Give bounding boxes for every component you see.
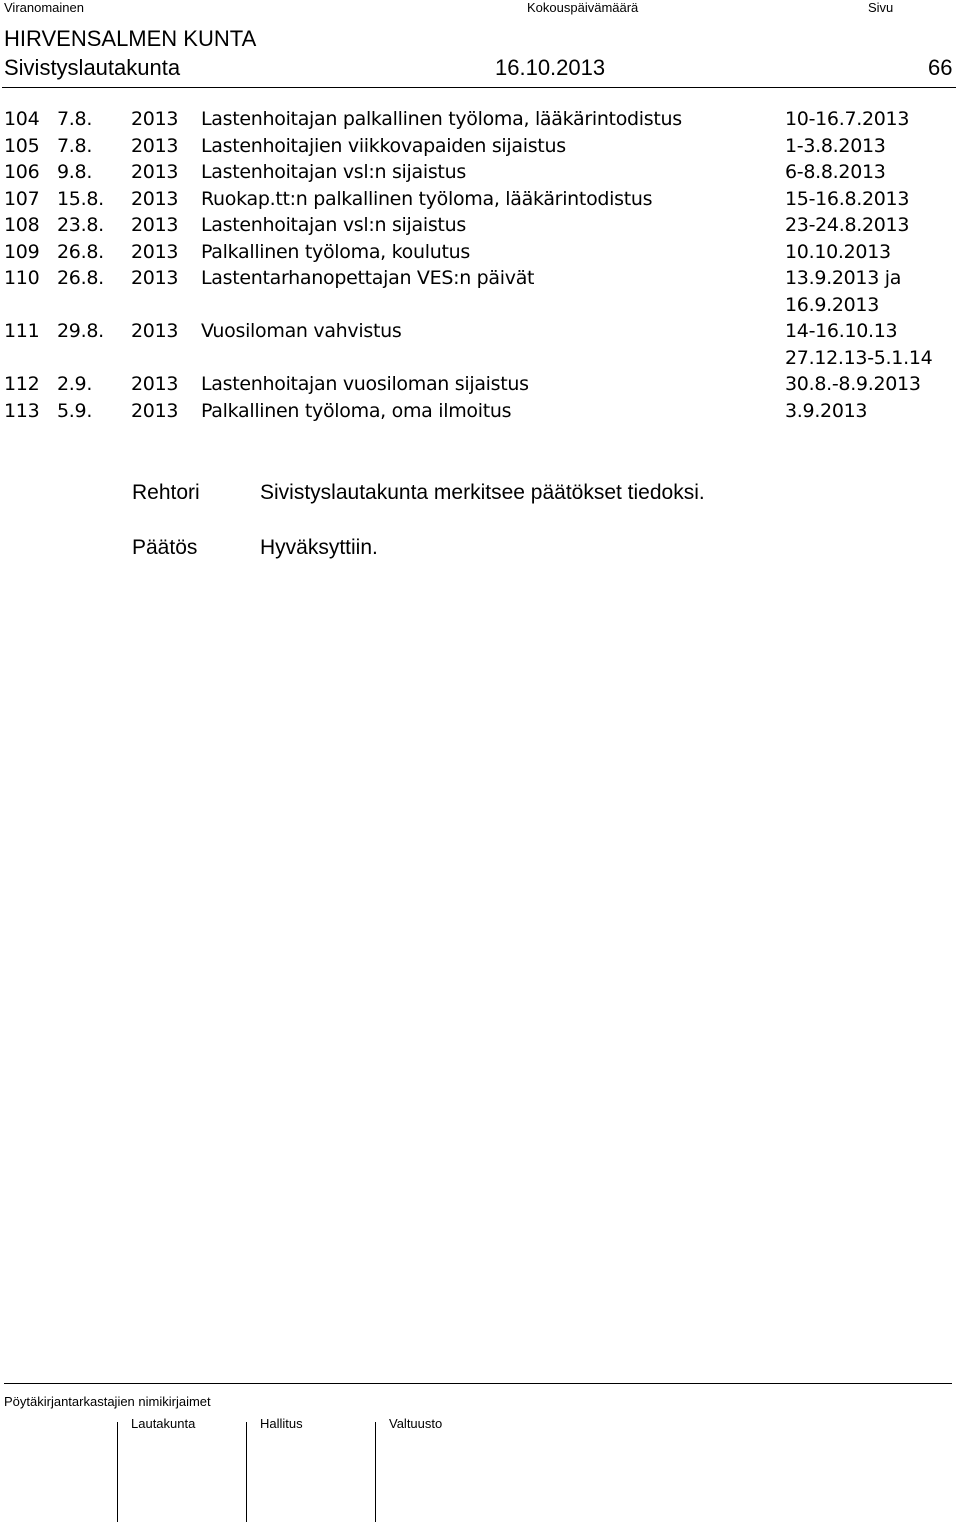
entry-title: Palkallinen työloma, oma ilmoitus — [201, 399, 512, 422]
entry-period: 23-24.8.2013 — [785, 214, 910, 236]
entry-period: 10-16.7.2013 — [785, 108, 910, 130]
entry-year: 2013 — [131, 320, 179, 342]
executive-label: Hallitus — [260, 1416, 303, 1431]
board-label: Lautakunta — [131, 1416, 196, 1431]
entry-period: 13.9.2013 ja — [785, 267, 902, 289]
footer-rule — [4, 1383, 952, 1384]
entry-period-continued: 16.9.2013 — [785, 293, 879, 316]
entry-year: 2013 — [131, 373, 179, 395]
entry-period: 6-8.8.2013 — [785, 161, 886, 183]
entry-date: 15.8. — [57, 187, 104, 210]
municipality-name: HIRVENSALMEN KUNTA — [4, 26, 257, 51]
council-label: Valtuusto — [389, 1416, 443, 1431]
decision-label: Päätös — [132, 536, 198, 559]
entry-number: 113 — [4, 399, 40, 422]
meeting-date: 16.10.2013 — [495, 55, 606, 80]
entry-number: 110 — [4, 267, 40, 289]
list-item — [0, 212, 960, 239]
entry-title: Lastenhoitajan vuosiloman sijaistus — [201, 373, 529, 395]
list-item — [0, 371, 960, 398]
entry-period: 10.10.2013 — [785, 240, 891, 263]
entry-date: 5.9. — [57, 399, 93, 422]
decision-list — [0, 106, 960, 424]
entry-number: 106 — [4, 161, 40, 183]
entry-year: 2013 — [131, 187, 179, 210]
entry-period-continued: 27.12.13-5.1.14 — [785, 346, 933, 369]
page-number: 66 — [928, 55, 953, 80]
entry-date: 29.8. — [57, 320, 104, 342]
list-item — [0, 239, 960, 266]
entry-date: 26.8. — [57, 267, 104, 289]
entry-number: 112 — [4, 373, 40, 395]
signature-divider — [117, 1422, 118, 1522]
entry-title: Ruokap.tt:n palkallinen työloma, lääkärintodistus — [201, 187, 653, 210]
entry-period: 30.8.-8.9.2013 — [785, 373, 921, 395]
list-item — [0, 106, 960, 133]
entry-year: 2013 — [131, 267, 179, 289]
entry-title: Lastenhoitajan vsl:n sijaistus — [201, 214, 466, 236]
entry-period: 14-16.10.13 — [785, 320, 898, 342]
entry-title: Lastenhoitajan vsl:n sijaistus — [201, 161, 466, 183]
entry-period: 3.9.2013 — [785, 399, 868, 422]
signature-divider — [375, 1422, 376, 1522]
proposal-text: Sivistyslautakunta merkitsee päätökset tiedoksi. — [260, 481, 705, 504]
entry-number: 105 — [4, 134, 40, 157]
entry-number: 108 — [4, 214, 40, 236]
entry-date: 26.8. — [57, 240, 104, 263]
list-item — [0, 186, 960, 213]
entry-number: 104 — [4, 108, 40, 130]
list-item — [0, 265, 960, 318]
entry-period: 1-3.8.2013 — [785, 134, 886, 157]
entry-title: Lastenhoitajan palkallinen työloma, lääkärintodistus — [201, 108, 682, 130]
list-item — [0, 133, 960, 160]
entry-period: 15-16.8.2013 — [785, 187, 910, 210]
entry-number: 109 — [4, 240, 40, 263]
entry-date: 7.8. — [57, 108, 93, 130]
entry-date: 9.8. — [57, 161, 93, 183]
entry-title: Lastentarhanopettajan VES:n päivät — [201, 267, 535, 289]
header-rule — [2, 87, 956, 88]
decision-text: Hyväksyttiin. — [260, 536, 378, 559]
entry-year: 2013 — [131, 240, 179, 263]
entry-date: 23.8. — [57, 214, 104, 236]
page-label: Sivu — [868, 0, 894, 15]
minutes-checkers-label: Pöytäkirjantarkastajien nimikirjaimet — [4, 1394, 211, 1409]
entry-number: 111 — [4, 320, 40, 342]
entry-year: 2013 — [131, 134, 179, 157]
entry-year: 2013 — [131, 108, 179, 130]
entry-title: Palkallinen työloma, koulutus — [201, 240, 470, 263]
list-item — [0, 318, 960, 371]
authority-label: Viranomainen — [4, 0, 84, 15]
meeting-date-label: Kokouspäivämäärä — [527, 0, 639, 15]
entry-year: 2013 — [131, 214, 179, 236]
entry-year: 2013 — [131, 399, 179, 422]
list-item — [0, 159, 960, 186]
entry-title: Vuosiloman vahvistus — [201, 320, 402, 342]
entry-title: Lastenhoitajien viikkovapaiden sijaistus — [201, 134, 566, 157]
signature-divider — [246, 1422, 247, 1522]
proposal-label: Rehtori — [132, 481, 200, 504]
list-item — [0, 398, 960, 425]
entry-date: 7.8. — [57, 134, 93, 157]
entry-date: 2.9. — [57, 373, 93, 395]
committee-name: Sivistyslautakunta — [4, 55, 181, 80]
entry-year: 2013 — [131, 161, 179, 183]
entry-number: 107 — [4, 187, 40, 210]
